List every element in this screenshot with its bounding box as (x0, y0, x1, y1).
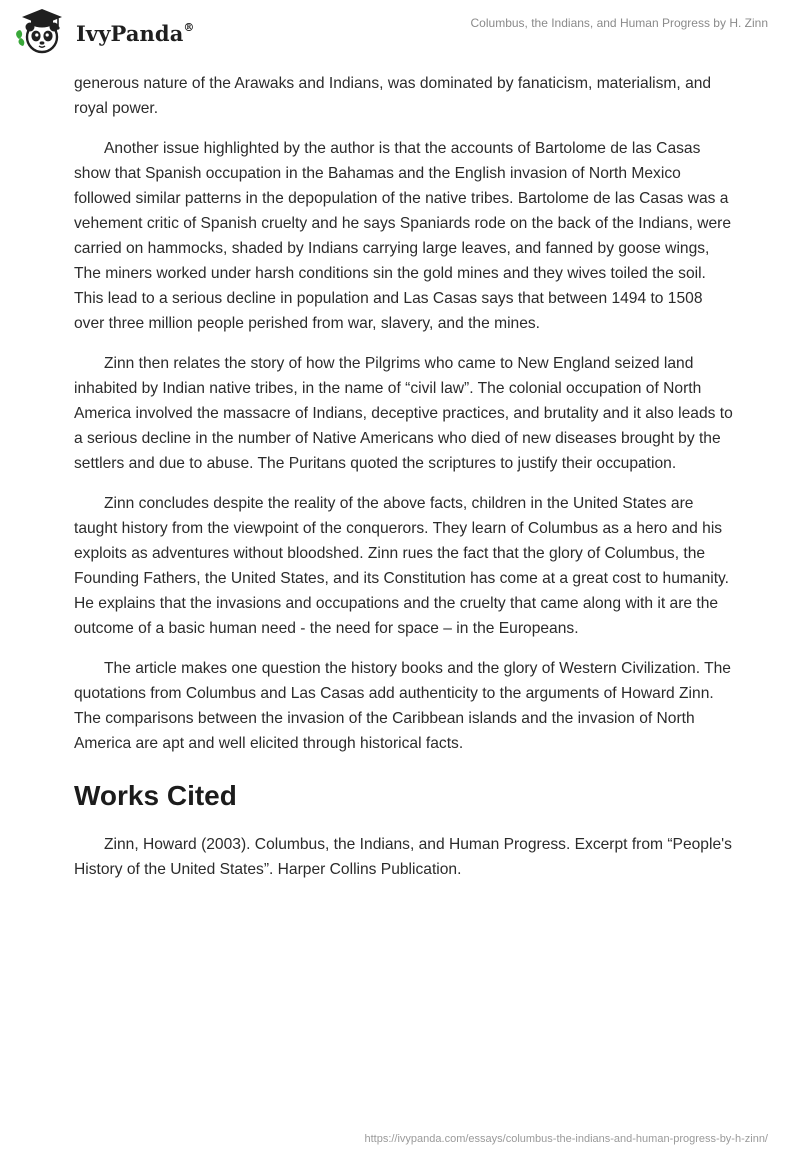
works-cited-heading: Works Cited (74, 780, 237, 811)
registered-mark: ® (183, 20, 195, 34)
brand-name: IvyPanda® (76, 20, 195, 46)
paragraph: Zinn then relates the story of how the Pilgrims who came to New England seized land inhabited by Indian native tribes, in the name of “civil law”. The colonial occupation of North America involved the massacre of Indians, deceptive practices, and brutality and it also leads to a serious decline in the number of Native Americans who died of new diseases brought by the settlers and due to abuse. The Puritans quoted the scriptures to justify their occupation. (74, 355, 733, 472)
panda-graduation-cap-icon (14, 6, 70, 56)
paragraph: Zinn concludes despite the reality of the above facts, children in the United States are taught history from the viewpoint of the conquerors. They learn of Columbus as a hero and his exploits as adventures without bloodshed. Zinn rues the fact that the glory of Columbus, the Founding Fathers, the United States, and its Constitution has come at a great cost to humanity. He explains that the invasions and occupations and the cruelty that came along with it are the outcome of a basic human need - the need for space – in the Europeans. (74, 495, 730, 637)
document-title: Columbus, the Indians, and Human Progress by H. Zinn (470, 16, 768, 30)
page-header (0, 0, 800, 60)
paragraph: Another issue highlighted by the author is that the accounts of Bartolome de las Casas show that Spanish occupation in the Bahamas and the English invasion of North Mexico followed similar patterns in the depopulation of the native tribes. Bartolome de las Casas was a vehement critic of Spanish cruelty and he says Spaniards rode on the back of the Indians, were carried on hammocks, shaded by Indians carrying large leaves, and fanned by goose wings, The miners worked under harsh conditions sin the gold mines and they wives toiled the soil. This lead to a serious decline in population and Las Casas says that between 1494 to 1508 over three million people perished from war, slavery, and the mines. (74, 140, 732, 332)
essay-content (74, 71, 734, 882)
citation-entry: Zinn, Howard (2003). Columbus, the Indians, and Human Progress. Excerpt from “People's History of the United States”. Harper Collins Publication. (74, 836, 732, 878)
paragraph-continuation: generous nature of the Arawaks and Indians, was dominated by fanaticism, materialism, and royal power. (74, 75, 712, 117)
source-url[interactable]: https://ivypanda.com/essays/columbus-the-indians-and-human-progress-by-h-zinn/ (364, 1133, 768, 1145)
ivypanda-logo[interactable] (14, 6, 195, 56)
paragraph: The article makes one question the history books and the glory of Western Civilization. The quotations from Columbus and Las Casas add authenticity to the arguments of Howard Zinn. The comparisons between the invasion of the Caribbean islands and the invasion of North America are apt and well elicited through historical facts. (74, 660, 731, 752)
